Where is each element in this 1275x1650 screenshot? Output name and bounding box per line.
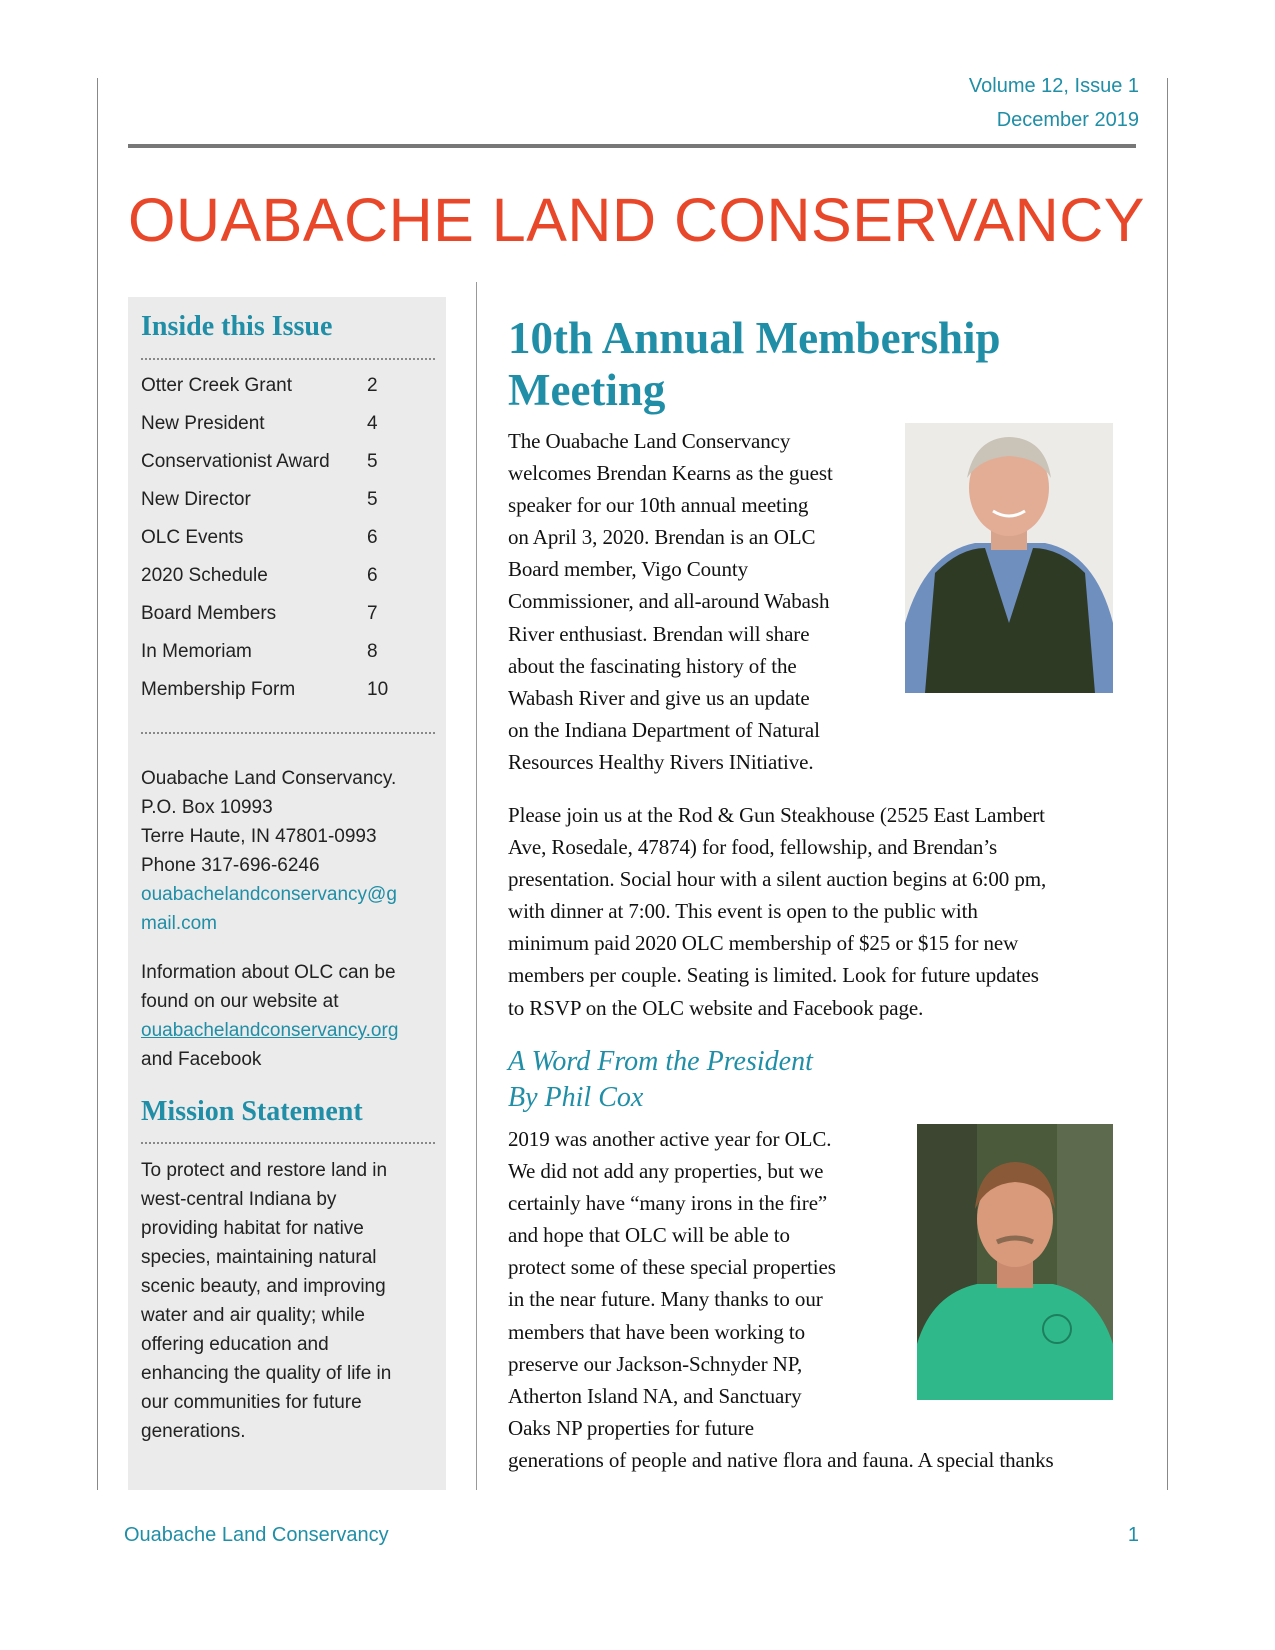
address-block — [141, 764, 397, 938]
article-heading — [508, 312, 1001, 416]
article-paragraph-2 — [508, 799, 1046, 1024]
text-line: generations of people and native flora and fauna. A special thanks — [508, 1447, 1054, 1472]
address-line: P.O. Box 10993 — [141, 797, 273, 818]
mission-line: enhancing the quality of life in — [141, 1363, 392, 1384]
toc-label: 2020 Schedule — [141, 565, 268, 586]
text-line: welcomes Brendan Kearns as the guest — [508, 461, 833, 486]
photo-brendan-kearns — [905, 423, 1113, 693]
info-line: found on our website at — [141, 991, 339, 1012]
text-line: with dinner at 7:00. This event is open to the public with — [508, 899, 978, 924]
toc-page: 5 — [367, 451, 378, 472]
text-line: on April 3, 2020. Brendan is an OLC — [508, 525, 816, 550]
inside-heading: Inside this Issue — [141, 311, 333, 342]
toc-label: OLC Events — [141, 527, 244, 548]
volume-issue: Volume 12, Issue 1 — [968, 75, 1139, 97]
toc-item[interactable] — [141, 481, 381, 519]
email-link[interactable]: mail.com — [141, 913, 218, 934]
text-line: to RSVP on the OLC website and Facebook page. — [508, 995, 924, 1020]
photo-phil-cox — [917, 1124, 1113, 1400]
toc-label: Otter Creek Grant — [141, 375, 292, 396]
toc-label: Board Members — [141, 603, 277, 624]
toc-label: New Director — [141, 489, 251, 510]
mission-line: providing habitat for native — [141, 1218, 364, 1239]
divider — [141, 358, 435, 360]
info-line: and Facebook — [141, 1049, 262, 1070]
newsletter-title: OUABACHE LAND CONSERVANCY — [128, 186, 1145, 254]
article-paragraph-1 — [508, 425, 833, 778]
divider — [141, 1142, 435, 1144]
mission-line: water and air quality; while — [141, 1305, 365, 1326]
website-link[interactable]: ouabachelandconservancy.org — [141, 1020, 399, 1041]
text-line: minimum paid 2020 OLC membership of $25 or $15 for new — [508, 931, 1019, 956]
mission-heading: Mission Statement — [141, 1096, 363, 1127]
text-line: Atherton Island NA, and Sanctuary — [508, 1383, 802, 1408]
header-rule — [128, 144, 1136, 148]
toc-item[interactable] — [141, 633, 381, 671]
divider — [141, 732, 435, 734]
toc-item[interactable] — [141, 519, 381, 557]
text-line: presentation. Social hour with a silent auction begins at 6:00 pm, — [508, 867, 1047, 892]
toc-label: Membership Form — [141, 679, 296, 700]
toc-page: 5 — [367, 489, 378, 510]
toc-item[interactable] — [141, 557, 381, 595]
address-line: Ouabache Land Conservancy. — [141, 768, 397, 789]
toc-item[interactable] — [141, 367, 381, 405]
text-line: certainly have “many irons in the fire” — [508, 1191, 828, 1216]
heading-line: Meeting — [508, 365, 666, 415]
text-line: Oaks NP properties for future — [508, 1415, 754, 1440]
toc-page: 7 — [367, 603, 378, 624]
email-link[interactable]: ouabachelandconservancy@g — [141, 884, 397, 905]
text-line: We did not add any properties, but we — [508, 1159, 824, 1184]
mission-line: offering education and — [141, 1334, 329, 1355]
column-divider — [476, 282, 477, 1490]
toc-page: 8 — [367, 641, 378, 662]
toc-page: 10 — [367, 679, 389, 700]
toc-item[interactable] — [141, 671, 389, 709]
page-border-right — [1167, 78, 1168, 1490]
toc-page: 6 — [367, 565, 378, 586]
mission-line: west-central Indiana by — [141, 1189, 337, 1210]
text-line: and hope that OLC will be able to — [508, 1223, 790, 1248]
text-line: Wabash River and give us an update — [508, 685, 810, 710]
text-line: Resources Healthy Rivers INitiative. — [508, 749, 814, 774]
text-line: The Ouabache Land Conservancy — [508, 429, 791, 453]
toc-item[interactable] — [141, 595, 381, 633]
page-number: 1 — [1127, 1524, 1139, 1546]
toc-page: 6 — [367, 527, 378, 548]
heading-line: 10th Annual Membership — [508, 313, 1001, 363]
toc-page: 4 — [367, 413, 378, 434]
text-line: River enthusiast. Brendan will share — [508, 621, 810, 646]
text-line: about the fascinating history of the — [508, 653, 797, 678]
address-line: Terre Haute, IN 47801-0993 — [141, 826, 377, 847]
toc-label: New President — [141, 413, 265, 434]
phone: Phone 317-696-6246 — [141, 855, 320, 876]
text-line: preserve our Jackson-Schnyder NP, — [508, 1351, 803, 1376]
text-line: members that have been working to — [508, 1319, 806, 1344]
toc-item[interactable] — [141, 405, 381, 443]
mission-line: species, maintaining natural — [141, 1247, 377, 1268]
mission-line: scenic beauty, and improving — [141, 1276, 386, 1297]
text-line: members per couple. Seating is limited. Look for future updates — [508, 963, 1039, 988]
mission-line: generations. — [141, 1421, 246, 1442]
byline: By Phil Cox — [508, 1082, 644, 1113]
toc-label: Conservationist Award — [141, 451, 330, 472]
footer-organization: Ouabache Land Conservancy — [124, 1524, 389, 1546]
text-line: protect some of these special properties — [508, 1255, 836, 1280]
president-heading: A Word From the President — [508, 1046, 813, 1077]
info-block — [141, 958, 398, 1074]
text-line: speaker for our 10th annual meeting — [508, 493, 809, 518]
page-border-left — [97, 78, 98, 1490]
text-line: Please join us at the Rod & Gun Steakhouse (2525 East Lambert — [508, 803, 1045, 827]
mission-statement — [141, 1156, 391, 1446]
text-line: Board member, Vigo County — [508, 557, 748, 582]
text-line: in the near future. Many thanks to our — [508, 1287, 823, 1312]
text-line: Commissioner, and all-around Wabash — [508, 589, 830, 614]
toc-item[interactable] — [141, 443, 381, 481]
mission-line: our communities for future — [141, 1392, 362, 1413]
toc-label: In Memoriam — [141, 641, 252, 662]
toc-page: 2 — [367, 375, 378, 396]
mission-line: To protect and restore land in — [141, 1160, 388, 1181]
sidebar — [128, 297, 446, 1490]
text-line: Ave, Rosedale, 47874) for food, fellowship, and Brendan’s — [508, 835, 998, 860]
issue-date: December 2019 — [996, 109, 1139, 131]
text-line: 2019 was another active year for OLC. — [508, 1127, 832, 1151]
text-line: on the Indiana Department of Natural — [508, 717, 820, 742]
info-line: Information about OLC can be — [141, 962, 396, 983]
